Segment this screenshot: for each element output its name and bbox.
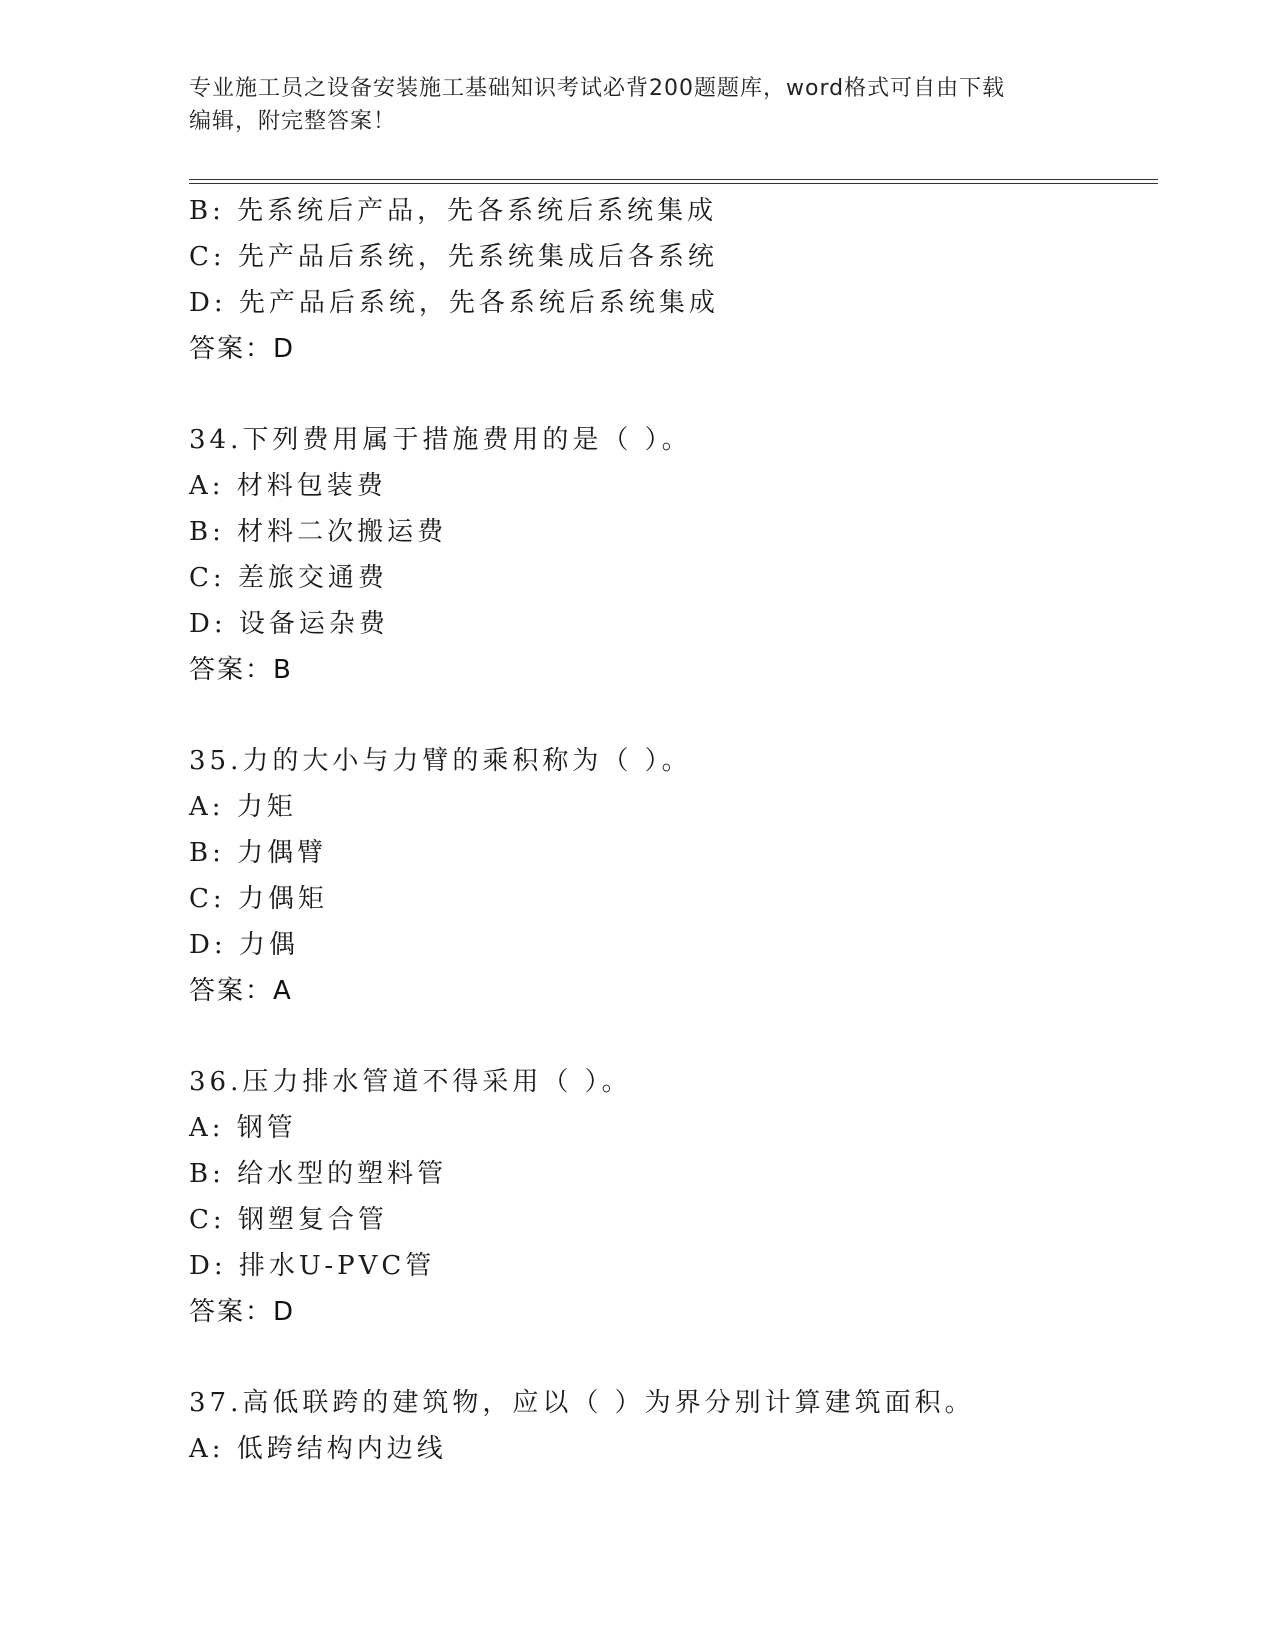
question-33-fragment [189, 188, 1149, 372]
question-34 [189, 417, 1149, 693]
option-a: A: 材料包装费 [189, 471, 387, 501]
option-b: B: 材料二次搬运费 [189, 517, 448, 547]
question-title: 37.高低联跨的建筑物，应以（ ）为界分别计算建筑面积。 [189, 1388, 975, 1418]
question-36 [189, 1059, 1149, 1335]
option-a: A: 低跨结构内边线 [189, 1434, 447, 1464]
header-line-1: 专业施工员之设备安装施工基础知识考试必背200题题库，word格式可自由下载 [189, 76, 1006, 101]
answer-line: 答案：A [189, 976, 293, 1006]
option-d: D: 力偶 [189, 930, 299, 960]
header-rule-top [189, 179, 1158, 180]
answer-line: 答案：D [189, 1297, 296, 1327]
option-b: B: 先系统后产品，先各系统后系统集成 [189, 196, 718, 226]
option-b: B: 给水型的塑料管 [189, 1159, 448, 1189]
question-gap [189, 1335, 1149, 1380]
option-c: C: 先产品后系统，先系统集成后各系统 [189, 242, 718, 272]
question-title: 34.下列费用属于措施费用的是（ ）。 [189, 425, 692, 455]
question-gap [189, 372, 1149, 417]
option-c: C: 力偶矩 [189, 884, 328, 914]
option-c: C: 钢塑复合管 [189, 1205, 388, 1235]
question-gap [189, 693, 1149, 738]
answer-line: 答案：B [189, 655, 293, 685]
question-title: 36.压力排水管道不得采用（ ）。 [189, 1067, 632, 1097]
question-title: 35.力的大小与力臂的乘积称为（ ）。 [189, 746, 692, 776]
question-37 [189, 1380, 1149, 1472]
header-line-2: 编辑，附完整答案！ [189, 109, 397, 134]
document-header [189, 72, 1089, 138]
option-d: D: 设备运杂费 [189, 609, 389, 639]
option-b: B: 力偶臂 [189, 838, 328, 868]
question-list [189, 188, 1149, 1472]
option-d: D: 排水U-PVC管 [189, 1251, 436, 1281]
option-a: A: 钢管 [189, 1113, 297, 1143]
answer-line: 答案：D [189, 334, 296, 364]
question-35 [189, 738, 1149, 1014]
option-c: C: 差旅交通费 [189, 563, 388, 593]
header-rule-bottom [189, 183, 1158, 184]
question-gap [189, 1014, 1149, 1059]
option-a: A: 力矩 [189, 792, 297, 822]
option-d: D: 先产品后系统，先各系统后系统集成 [189, 288, 719, 318]
